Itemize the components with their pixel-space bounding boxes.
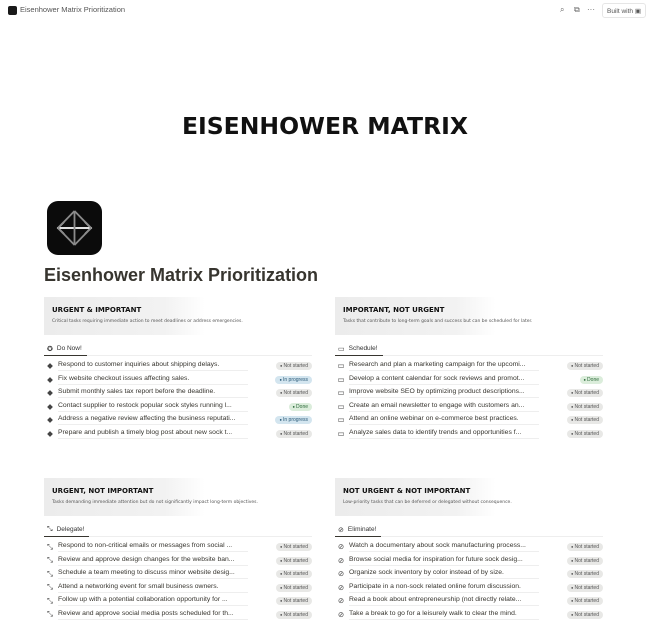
status-badge[interactable]: ● Not started xyxy=(567,611,603,619)
status-badge[interactable]: ● Not started xyxy=(567,543,603,551)
quadrant-urgent-not-important xyxy=(44,478,312,621)
task-title[interactable]: Attend a networking event for small business owners. xyxy=(58,582,248,593)
view-tabs xyxy=(44,520,312,537)
task-title[interactable]: Address a negative review affecting the business reputati... xyxy=(58,414,248,425)
quadrant-header xyxy=(44,297,312,335)
status-badge[interactable]: ● Not started xyxy=(567,416,603,424)
calendar-icon: ▭ xyxy=(337,374,345,384)
status-badge[interactable]: ● Not started xyxy=(276,557,312,565)
delegate-arrows-icon: ⤡ xyxy=(47,568,53,578)
status-badge[interactable]: ● Not started xyxy=(276,570,312,578)
page-title: Eisenhower Matrix Prioritization xyxy=(44,265,319,285)
prohibited-icon: ⊘ xyxy=(338,526,344,534)
status-badge[interactable]: ● Not started xyxy=(567,403,603,411)
list-item[interactable] xyxy=(44,427,312,441)
quadrant-title: NOT URGENT & NOT IMPORTANT xyxy=(343,487,471,495)
task-title[interactable]: Attend an online webinar on e-commerce best practices. xyxy=(349,414,539,425)
quadrant-header xyxy=(44,478,312,516)
calendar-icon: ▭ xyxy=(338,345,345,353)
quadrant-description: Low-priority tasks that can be deferred or delegated without consequence. xyxy=(343,500,512,505)
status-badge[interactable]: ● In progress xyxy=(275,416,312,424)
list-item[interactable] xyxy=(44,400,312,414)
status-badge[interactable]: ● Not started xyxy=(276,362,312,370)
task-title[interactable]: Create an email newsletter to engage with customers an... xyxy=(349,401,539,412)
tab-eliminate[interactable] xyxy=(335,520,381,537)
tab-label: Do Now! xyxy=(56,345,82,352)
list-item[interactable] xyxy=(44,567,312,581)
hero-banner-text: EISENHOWER MATRIX xyxy=(181,112,469,140)
workspace-icon xyxy=(8,6,17,15)
search-icon[interactable]: ⌕ xyxy=(560,5,565,14)
task-title[interactable]: Respond to non-critical emails or messages from social ... xyxy=(58,541,248,552)
delegate-arrows-icon: ⤡ xyxy=(47,595,53,605)
task-title[interactable]: Prepare and publish a timely blog post about new sock t... xyxy=(58,428,248,439)
list-item[interactable] xyxy=(335,386,603,400)
list-item[interactable] xyxy=(335,594,603,608)
quadrant-title: URGENT & IMPORTANT xyxy=(52,306,142,314)
list-item[interactable] xyxy=(335,359,603,373)
calendar-icon: ▭ xyxy=(337,388,345,398)
list-item[interactable] xyxy=(44,540,312,554)
status-badge[interactable]: ● Not started xyxy=(567,389,603,397)
task-title[interactable]: Analyze sales data to identify trends and opportunities f... xyxy=(349,428,539,439)
check-badge-icon: ✪ xyxy=(47,345,53,353)
prohibited-icon: ⊘ xyxy=(337,609,345,619)
status-badge[interactable]: ● Done xyxy=(580,376,603,384)
top-bar xyxy=(0,0,650,22)
diamond-icon: ◆ xyxy=(47,374,53,384)
calendar-icon: ▭ xyxy=(337,428,345,438)
quadrant-header xyxy=(335,478,603,516)
quadrant-header xyxy=(335,297,603,335)
tab-delegate[interactable] xyxy=(44,520,89,537)
prohibited-icon: ⊘ xyxy=(337,555,345,565)
list-item[interactable] xyxy=(335,608,603,622)
list-item[interactable] xyxy=(44,386,312,400)
task-title[interactable]: Take a break to go for a leisurely walk to clear the mind. xyxy=(349,609,539,620)
quadrant-description: Critical tasks requiring immediate action to meet deadlines or address emergencies. xyxy=(52,319,243,324)
quadrant-description: Tasks that contribute to long-term goals and success but can be scheduled for later. xyxy=(343,319,533,324)
list-item[interactable] xyxy=(335,427,603,441)
quadrant-title: URGENT, NOT IMPORTANT xyxy=(52,487,154,495)
status-badge[interactable]: ● Not started xyxy=(276,611,312,619)
diamond-icon: ◆ xyxy=(47,428,53,438)
list-item[interactable] xyxy=(335,554,603,568)
task-title[interactable]: Schedule a team meeting to discuss minor website desig... xyxy=(58,568,248,579)
status-badge[interactable]: ● Not started xyxy=(567,570,603,578)
delegate-arrows-icon: ⤡ xyxy=(47,555,53,565)
diamond-icon: ◆ xyxy=(47,415,53,425)
tab-label: Eliminate! xyxy=(347,526,377,533)
task-title[interactable]: Submit monthly sales tax report before the deadline. xyxy=(58,387,248,398)
calendar-icon: ▭ xyxy=(337,415,345,425)
prohibited-icon: ⊘ xyxy=(337,542,345,552)
task-title[interactable]: Review and approve design changes for the website ban... xyxy=(58,555,248,566)
built-with-button[interactable] xyxy=(602,3,646,18)
task-title[interactable]: Respond to customer inquiries about shipping delays. xyxy=(58,360,248,371)
prohibited-icon: ⊘ xyxy=(337,582,345,592)
delegate-arrows-icon: ⤡ xyxy=(47,541,53,551)
list-item[interactable] xyxy=(44,413,312,427)
tab-schedule[interactable] xyxy=(335,339,383,356)
breadcrumb-title[interactable]: Eisenhower Matrix Prioritization xyxy=(20,5,126,14)
list-item[interactable] xyxy=(335,540,603,554)
task-title[interactable]: Follow up with a potential collaboration opportunity for ... xyxy=(58,595,248,606)
status-badge[interactable]: ● Not started xyxy=(567,430,603,438)
list-item[interactable] xyxy=(44,581,312,595)
status-badge[interactable]: ● Not started xyxy=(276,543,312,551)
status-badge[interactable]: ● Not started xyxy=(567,584,603,592)
view-tabs xyxy=(335,339,603,356)
notion-logo-icon: ▣ xyxy=(634,8,641,15)
view-tabs xyxy=(335,520,603,537)
task-title[interactable]: Participate in a non-sock related online forum discussion. xyxy=(349,582,539,593)
quadrant-not-urgent-not-important xyxy=(335,478,603,621)
delegate-arrows-icon: ⤡ xyxy=(47,525,53,533)
task-title[interactable]: Read a book about entrepreneurship (not directly relate... xyxy=(349,595,539,606)
quadrant-title: IMPORTANT, NOT URGENT xyxy=(343,306,445,314)
diamond-icon: ◆ xyxy=(47,401,53,411)
more-icon[interactable]: ··· xyxy=(587,5,595,14)
status-badge[interactable]: ● Not started xyxy=(276,430,312,438)
duplicate-icon[interactable]: ⧉ xyxy=(574,5,580,14)
calendar-icon: ▭ xyxy=(337,361,345,371)
task-title[interactable]: Develop a content calendar for sock reviews and promot... xyxy=(349,374,539,385)
quadrant-urgent-important xyxy=(44,297,312,440)
prohibited-icon: ⊘ xyxy=(337,569,345,579)
calendar-icon: ▭ xyxy=(337,401,345,411)
task-title[interactable]: Contact supplier to restock popular sock styles running l... xyxy=(58,401,248,412)
task-title[interactable]: Organize sock inventory by color instead of by size. xyxy=(349,568,539,579)
built-with-label: Built with xyxy=(607,8,634,15)
prohibited-icon: ⊘ xyxy=(337,596,345,606)
status-badge[interactable]: ● Not started xyxy=(567,557,603,565)
list-item[interactable] xyxy=(335,400,603,414)
status-badge[interactable]: ● Not started xyxy=(276,584,312,592)
status-badge[interactable]: ● Done xyxy=(289,403,312,411)
diamond-icon: ◆ xyxy=(47,388,53,398)
list-item[interactable] xyxy=(44,594,312,608)
diamond-icon: ◆ xyxy=(47,361,53,371)
list-item[interactable] xyxy=(44,373,312,387)
status-badge[interactable]: ● In progress xyxy=(275,376,312,384)
task-title[interactable]: Fix website checkout issues affecting sales. xyxy=(58,374,248,385)
list-item[interactable] xyxy=(335,413,603,427)
list-item[interactable] xyxy=(335,373,603,387)
quadrant-description: Tasks demanding immediate attention but do not significantly impact long-term objectives. xyxy=(52,500,258,505)
task-title[interactable]: Browse social media for inspiration for future sock desig... xyxy=(349,555,539,566)
status-badge[interactable]: ● Not started xyxy=(567,362,603,370)
status-badge[interactable]: ● Not started xyxy=(276,597,312,605)
task-title[interactable]: Improve website SEO by optimizing product descriptions... xyxy=(349,387,539,398)
list-item[interactable] xyxy=(335,567,603,581)
quadrant-important-not-urgent xyxy=(335,297,603,440)
list-item[interactable] xyxy=(44,359,312,373)
tab-do-now[interactable] xyxy=(44,339,87,356)
status-badge[interactable]: ● Not started xyxy=(276,389,312,397)
task-title[interactable]: Research and plan a marketing campaign for the upcomi... xyxy=(349,360,539,371)
list-item[interactable] xyxy=(335,581,603,595)
page-icon[interactable] xyxy=(47,201,102,255)
view-tabs xyxy=(44,339,312,356)
eisenhower-arrows-icon xyxy=(47,201,102,255)
tab-label: Schedule! xyxy=(348,345,378,352)
tab-label: Delegate! xyxy=(56,526,85,533)
list-item[interactable] xyxy=(44,608,312,622)
list-item[interactable] xyxy=(44,554,312,568)
delegate-arrows-icon: ⤡ xyxy=(47,582,53,592)
task-title[interactable]: Review and approve social media posts scheduled for th... xyxy=(58,609,248,620)
status-badge[interactable]: ● Not started xyxy=(567,597,603,605)
task-title[interactable]: Watch a documentary about sock manufacturing process... xyxy=(349,541,539,552)
delegate-arrows-icon: ⤡ xyxy=(47,609,53,619)
